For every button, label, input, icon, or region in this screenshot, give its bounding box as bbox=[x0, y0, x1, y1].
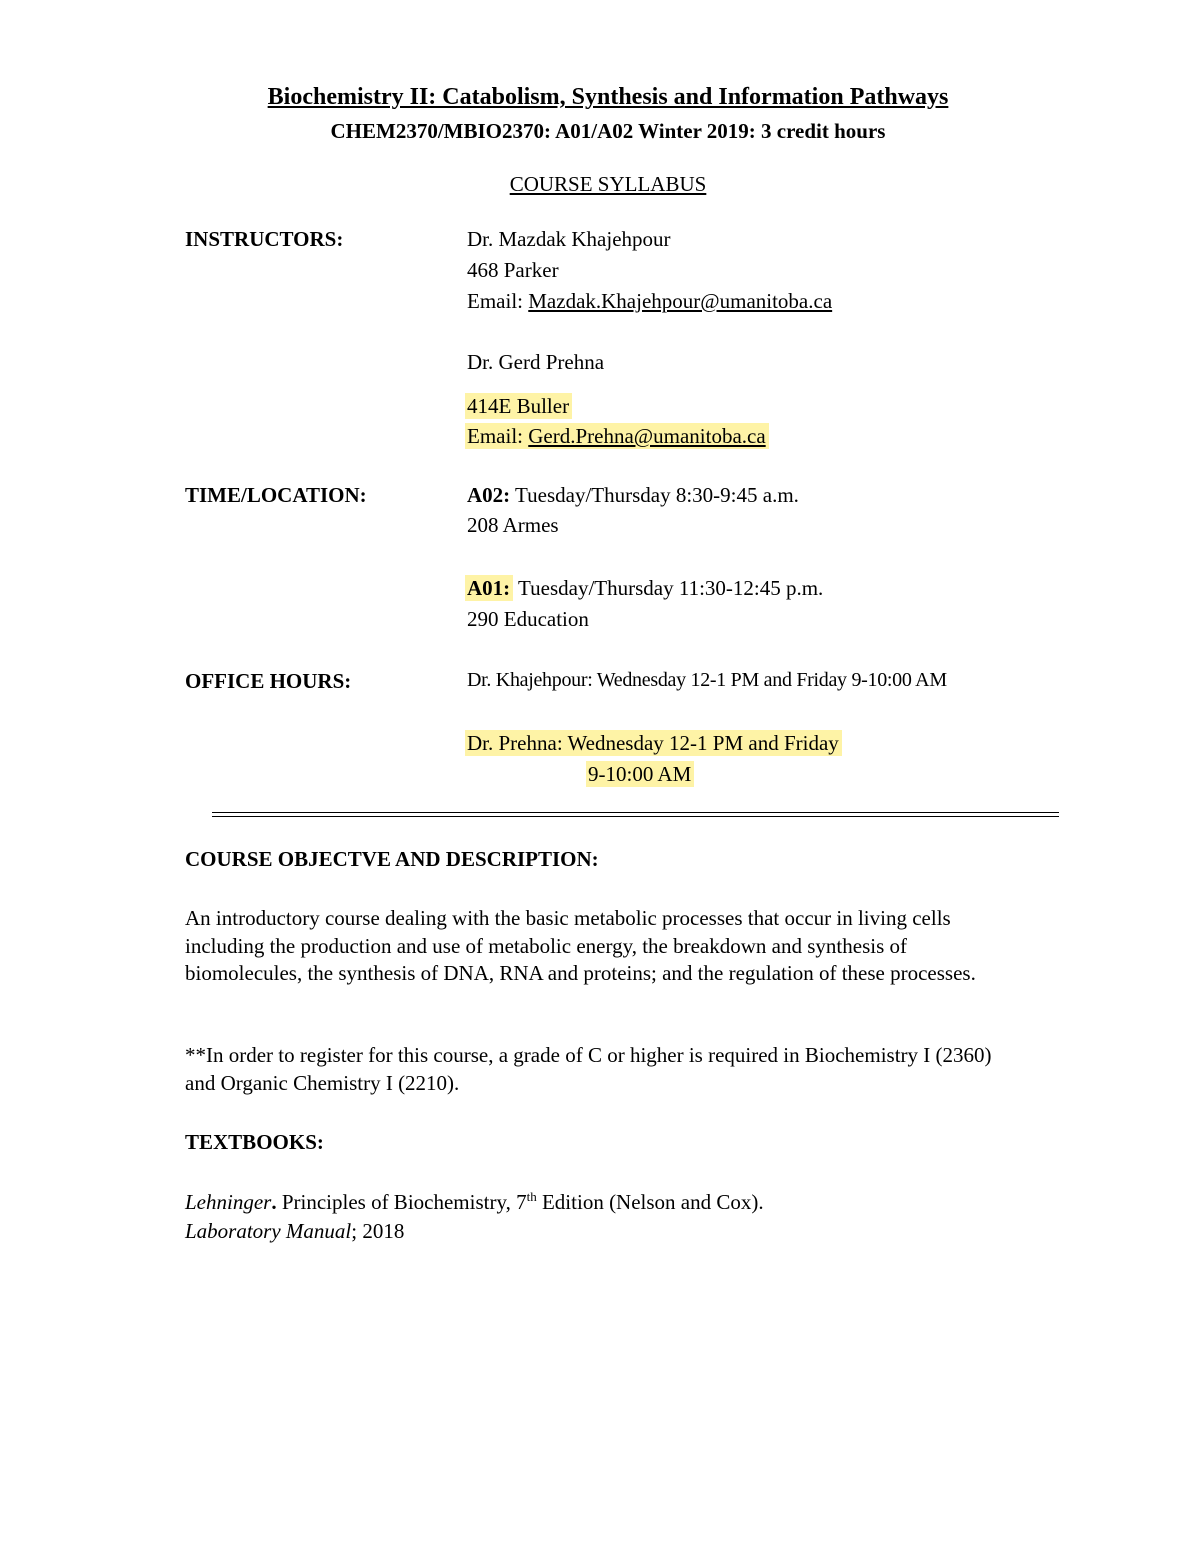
textbook-2-title: Laboratory Manual bbox=[185, 1219, 352, 1243]
instructors-label: INSTRUCTORS: bbox=[185, 227, 344, 251]
instructor-2-email-link[interactable]: Gerd.Prehna@umanitoba.ca bbox=[528, 424, 766, 448]
textbook-1-title: Principles of Biochemistry, 7 bbox=[276, 1190, 527, 1214]
course-subtitle: CHEM2370/MBIO2370: A01/A02 Winter 2019: 3 credit hours bbox=[330, 119, 886, 143]
textbook-1-author: Lehninger bbox=[185, 1190, 272, 1214]
section-divider-bottom bbox=[212, 816, 1059, 817]
textbook-2 bbox=[185, 1219, 404, 1244]
textbook-1-separator: . bbox=[271, 1190, 277, 1214]
objective-heading: COURSE OBJECTVE AND DESCRIPTION: bbox=[185, 847, 599, 871]
section-a01-time bbox=[467, 576, 823, 601]
course-title: Biochemistry II: Catabolism, Synthesis and Information Pathways bbox=[267, 84, 949, 110]
instructor-1-email-link[interactable]: Mazdak.Khajehpour@umanitoba.ca bbox=[528, 289, 833, 313]
instructor-2-office bbox=[467, 394, 572, 419]
office-hours-khajehpour: Dr. Khajehpour: Wednesday 12-1 PM and Friday 9-10:00 AM bbox=[467, 669, 947, 691]
syllabus-heading: COURSE SYLLABUS bbox=[509, 172, 707, 196]
instructor-1-office: 468 Parker bbox=[467, 258, 559, 282]
email-prefix: Email: bbox=[467, 289, 529, 313]
section-a01-schedule: Tuesday/Thursday 11:30-12:45 p.m. bbox=[513, 576, 824, 600]
time-location-label: TIME/LOCATION: bbox=[185, 483, 367, 507]
textbook-1 bbox=[185, 1190, 764, 1215]
office-hours-prehna-line1 bbox=[467, 731, 842, 756]
prerequisite-note: **In order to register for this course, a grade of C or higher is required in Biochemistry I (2360) and Organic Chemistry I (2210). bbox=[185, 1043, 992, 1095]
textbooks-heading: TEXTBOOKS: bbox=[185, 1130, 324, 1154]
textbook-1-superscript: th bbox=[526, 1189, 537, 1204]
section-a01-room: 290 Education bbox=[467, 607, 589, 631]
prehna-hours-highlight-1: Dr. Prehna: Wednesday 12-1 PM and Friday bbox=[465, 730, 842, 756]
prehna-hours-highlight-2: 9-10:00 AM bbox=[586, 761, 694, 787]
office-hours-prehna-line2 bbox=[588, 762, 694, 787]
instructor-2-email-highlight bbox=[465, 423, 769, 449]
email-prefix: Email: bbox=[467, 424, 529, 448]
instructor-2-office-highlight: 414E Buller bbox=[465, 393, 572, 419]
section-a02-schedule: Tuesday/Thursday 8:30-9:45 a.m. bbox=[510, 483, 799, 507]
section-a01-code: A01: bbox=[465, 575, 513, 601]
section-divider-top bbox=[212, 812, 1059, 813]
section-a02-code: A02: bbox=[467, 483, 511, 507]
instructor-1-name: Dr. Mazdak Khajehpour bbox=[467, 227, 671, 251]
textbook-1-edition: Edition (Nelson and Cox). bbox=[536, 1190, 764, 1214]
course-description: An introductory course dealing with the basic metabolic processes that occur in living cells including the production and use of metabolic energy, the breakdown and synthesis of biomolecules, the synthesis of DNA, RNA and proteins; and the regulation of these processes. bbox=[185, 906, 976, 985]
instructor-2-email-line bbox=[467, 424, 769, 449]
section-a02-room: 208 Armes bbox=[467, 513, 559, 537]
section-a02-time bbox=[467, 483, 799, 508]
textbook-2-year: ; 2018 bbox=[351, 1219, 405, 1243]
instructor-1-email-line bbox=[467, 289, 832, 314]
instructor-2-name: Dr. Gerd Prehna bbox=[467, 350, 605, 374]
office-hours-label: OFFICE HOURS: bbox=[185, 669, 352, 693]
